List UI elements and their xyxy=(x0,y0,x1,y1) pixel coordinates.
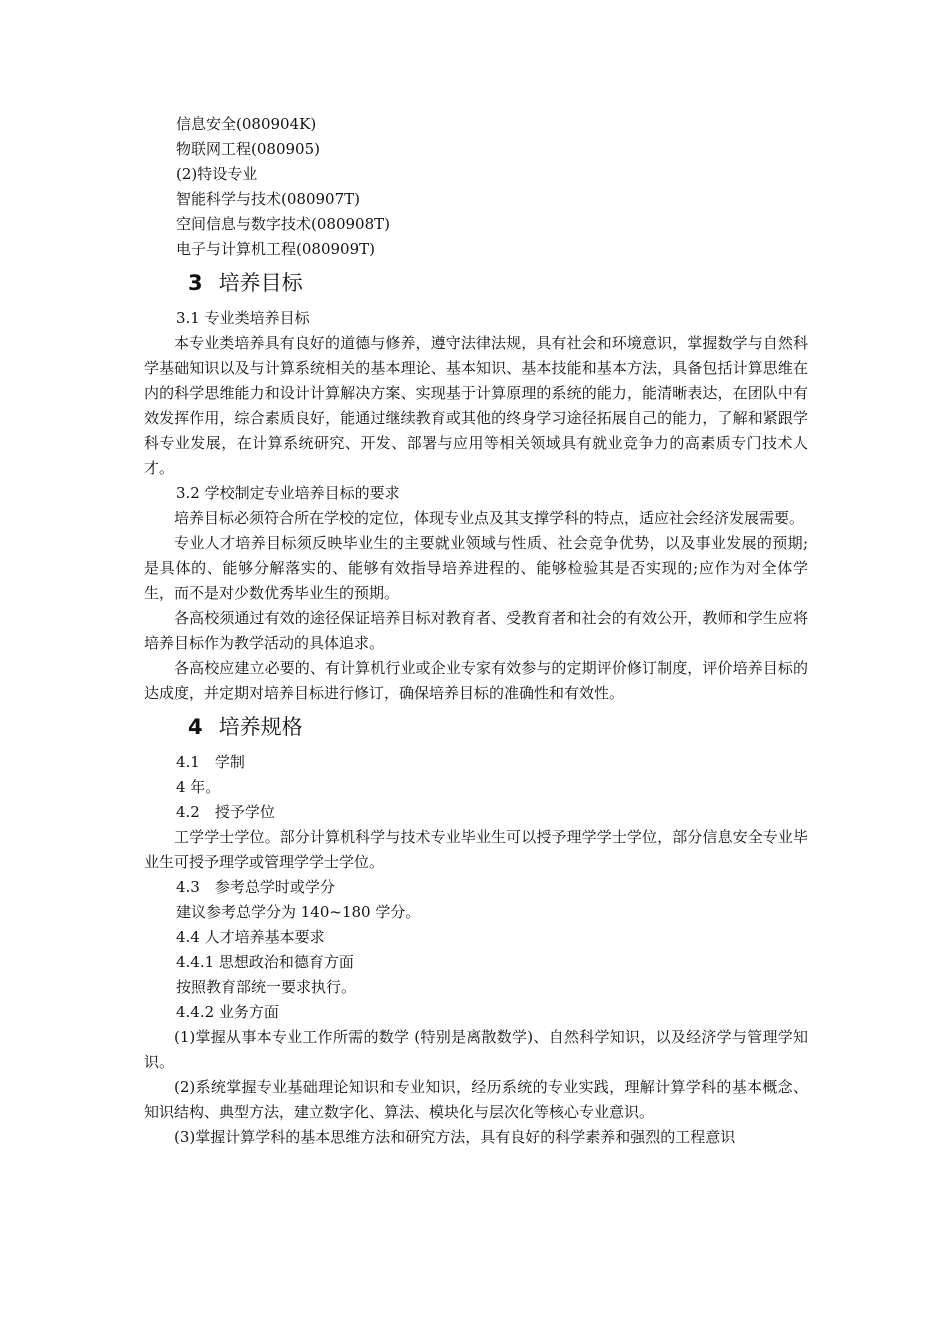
section-3-heading xyxy=(144,266,808,300)
subsection-3-2-title: 3.2 学校制定专业培养目标的要求 xyxy=(176,484,400,502)
major-item: 空间信息与数字技术(080908T) xyxy=(176,215,390,233)
subsection-4-4-title: 4.4 人才培养基本要求 xyxy=(176,928,325,946)
paragraph: 4 年。 xyxy=(176,778,221,796)
subsection-4-4-2-title: 4.4.2 业务方面 xyxy=(176,1003,279,1021)
paragraph: 建议参考总学分为 140~180 学分。 xyxy=(176,903,421,921)
subsection-4-2-title: 4.2 授予学位 xyxy=(176,803,275,821)
subsection-3-1-title: 3.1 专业类培养目标 xyxy=(176,309,310,327)
paragraph: 各高校须通过有效的途径保证培养目标对教育者、受教育者和社会的有效公开，教师和学生应将培养目标作为教学活动的具体追求。 xyxy=(144,609,808,652)
section-number: 3 xyxy=(188,271,203,295)
major-item: (2)特设专业 xyxy=(176,165,258,183)
list-item: (1)掌握从事本专业工作所需的数学 (特别是离散数学)、自然科学知识，以及经济学与管理学知识。 xyxy=(144,1028,808,1071)
major-item: 物联网工程(080905) xyxy=(176,140,320,158)
list-item: (3)掌握计算学科的基本思维方法和研究方法，具有良好的科学素养和强烈的工程意识 xyxy=(174,1128,736,1146)
subsection-4-4-1-title: 4.4.1 思想政治和德育方面 xyxy=(176,953,354,971)
section-title: 培养规格 xyxy=(218,715,303,739)
paragraph: 工学学士学位。部分计算机科学与技术专业毕业生可以授予理学学士学位，部分信息安全专业毕业生可授予理学或管理学学士学位。 xyxy=(144,828,808,871)
list-item: (2)系统掌握专业基础理论知识和专业知识，经历系统的专业实践，理解计算学科的基本概念、知识结构、典型方法，建立数字化、算法、模块化与层次化等核心专业意识。 xyxy=(144,1078,808,1121)
subsection-4-3-title: 4.3 参考总学时或学分 xyxy=(176,878,335,896)
paragraph: 培养目标必须符合所在学校的定位，体现专业点及其支撑学科的特点，适应社会经济发展需要。 xyxy=(174,509,805,527)
subsection-4-1-title: 4.1 学制 xyxy=(176,753,245,771)
paragraph: 专业人才培养目标须反映毕业生的主要就业领域与性质、社会竞争优势，以及事业发展的预期;是具体的、能够分解落实的、能够有效指导培养进程的、能够检验其是否实现的;应作为对全体学生，而不是对少数优秀毕业生的预期。 xyxy=(144,534,808,602)
majors-list xyxy=(144,112,808,262)
paragraph: 本专业类培养具有良好的道德与修养，遵守法律法规，具有社会和环境意识，掌握数学与自然科学基础知识以及与计算系统相关的基本理论、基本知识、基本技能和基本方法，具备包括计算思维在内的科学思维能力和设计计算解决方案、实现基于计算原理的系统的能力，能清晰表达，在团队中有效发挥作用，综合素质良好，能通过继续教育或其他的终身学习途径拓展自己的能力，了解和紧跟学科专业发展，在计算系统研究、开发、部署与应用等相关领域具有就业竞争力的高素质专门技术人才。 xyxy=(144,334,808,477)
section-number: 4 xyxy=(188,715,203,739)
section-title: 培养目标 xyxy=(218,271,303,295)
paragraph: 按照教育部统一要求执行。 xyxy=(176,978,357,996)
document-page xyxy=(144,112,808,1150)
section-4-heading xyxy=(144,710,808,744)
major-item: 信息安全(080904K) xyxy=(176,115,317,133)
major-item: 电子与计算机工程(080909T) xyxy=(176,240,375,258)
major-item: 智能科学与技术(080907T) xyxy=(176,190,360,208)
paragraph: 各高校应建立必要的、有计算机行业或企业专家有效参与的定期评价修订制度，评价培养目标的达成度，并定期对培养目标进行修订，确保培养目标的准确性和有效性。 xyxy=(144,659,808,702)
